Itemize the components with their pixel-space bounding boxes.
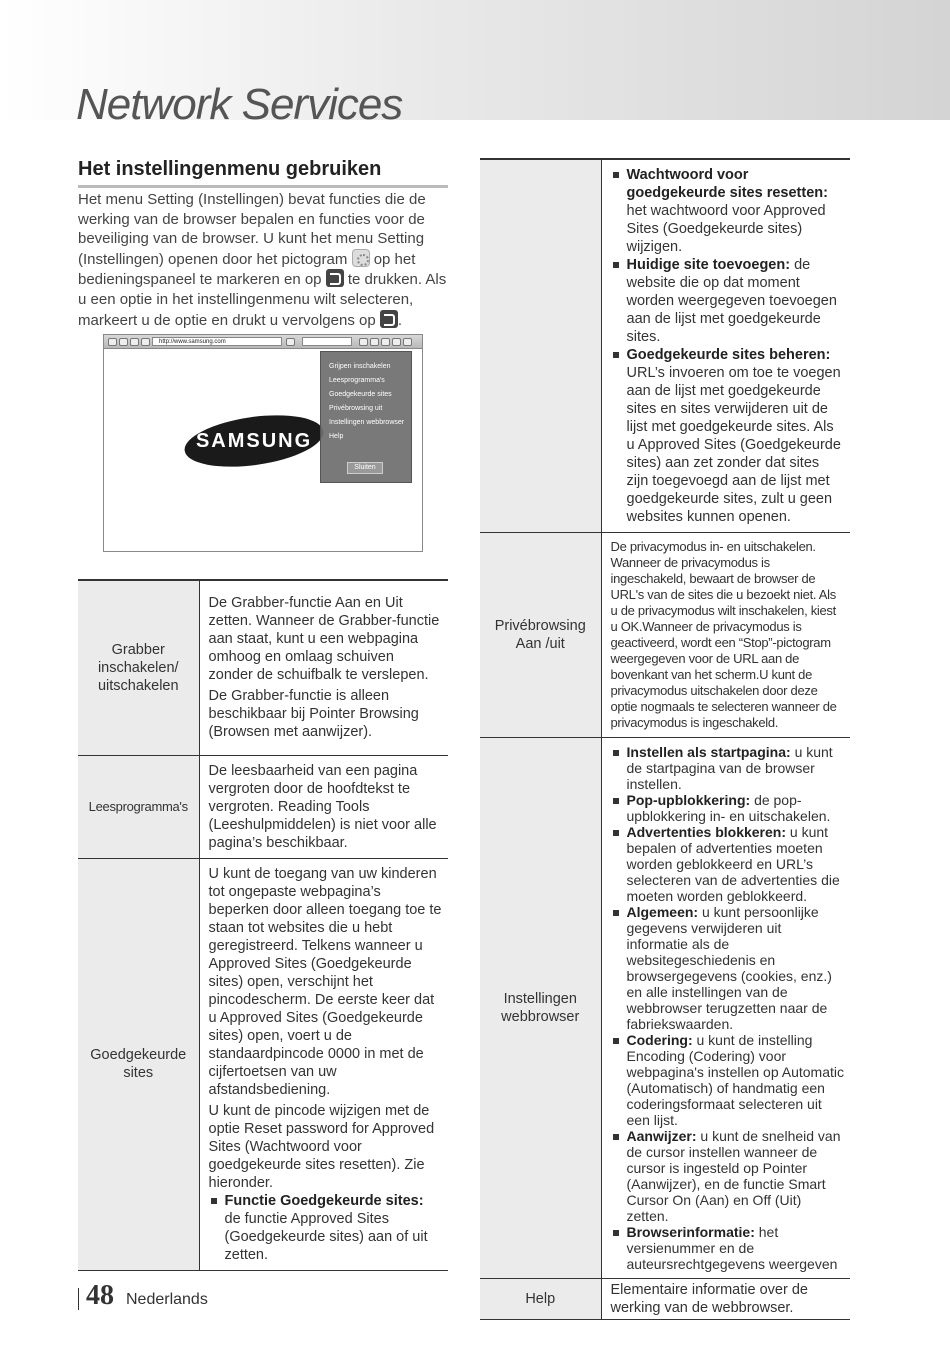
browser-screenshot [103, 334, 423, 552]
bullet-text: u kunt de instelling Encoding (Codering) voor webpagina's instellen op Automatic (Automatisch) of handmatig een coderingsformaat selecteren uit een lijst. [626, 1032, 844, 1128]
row-label: Privébrowsing Aan /uit [480, 533, 601, 738]
list-item [611, 744, 845, 792]
intro-text-4: . [397, 311, 403, 329]
refresh-icon [130, 338, 139, 346]
settings-menu [320, 351, 412, 483]
table-row [480, 1279, 850, 1320]
bullet-text: URL’s invoeren om toe te voegen aan de lijst met goedgekeurde sites en sites verwijderen uit de lijst met goedgekeurde sites. Als u Approved Sites (Goedgekeurde sites) aan zet zonder dat sites zijn toegevoegd aan de lijst met goedgekeurde sites, zult u geen websites kunnen openen. [626, 365, 841, 525]
description-text: De Grabber-functie is alleen beschikbaar bij Pointer Browsing (Browsen met aanwijzer). [208, 688, 419, 741]
row-description: De leesbaarheid van een pagina vergroten door de hoofdtekst te vergroten. Reading Tools (Leeshulpmiddelen) is niet voor alle pagina’s beschikbaar. [199, 755, 448, 858]
row-description [199, 858, 448, 1270]
bullet-list [209, 1192, 443, 1264]
settings-gear-icon [352, 249, 370, 267]
zoom-icon [359, 338, 368, 346]
bullet-title: Goedgekeurde sites beheren: [626, 347, 831, 363]
description-text: U kunt de pincode wijzigen met de optie Reset password for Approved Sites (Wachtwoord voor goedgekeurde sites resetten). Zie hieronder. [208, 1102, 435, 1191]
bullet-list [611, 744, 845, 1272]
enter-button-icon [380, 310, 398, 328]
list-item [611, 1224, 845, 1272]
search-field [302, 337, 352, 346]
bullet-text: het wachtwoord voor Approved Sites (Goedgekeurde sites) wijzigen. [626, 203, 826, 255]
page-title: Network Services [76, 80, 403, 129]
list-item [611, 792, 845, 824]
settings-icon [392, 338, 401, 346]
menu-item: Help [329, 433, 344, 440]
bullet-title: Huidige site toevoegen: [626, 257, 791, 273]
page-number: 48 [86, 1280, 114, 1311]
page-language: Nederlands [126, 1291, 208, 1308]
bullet-title: Functie Goedgekeurde sites: [224, 1192, 424, 1209]
history-icon [381, 338, 390, 346]
table-row [480, 533, 850, 738]
table-row [480, 159, 850, 533]
close-icon [403, 338, 412, 346]
bullet-title: Pop-upblokkering: [626, 792, 751, 808]
browser-toolbar [104, 335, 422, 349]
list-item [209, 1192, 443, 1264]
back-icon [108, 338, 117, 346]
intro-text-2: op het bedieningspaneel te markeren en op [78, 250, 416, 289]
intro-text-3: te drukken. Als u een optie in het instellingenmenu wilt selecteren, markeert u de optie en drukt u vervolgens op [78, 271, 447, 329]
star-icon [286, 338, 295, 346]
row-label: Instellingen webbrowser [480, 738, 601, 1279]
bullet-list [611, 166, 845, 526]
table-row [78, 755, 448, 858]
row-description [601, 159, 850, 533]
list-item [611, 1032, 845, 1128]
row-label: Leesprogramma's [78, 755, 199, 858]
footer-divider [78, 1288, 79, 1310]
row-description [601, 738, 850, 1279]
bullet-text: u kunt persoonlijke gegevens verwijderen uit informatie als de websitegeschiedenis en browsergegevens (cookies, enz.) en alle instellingen van de webbrowser terugzetten naar de fabriekswaarden. [626, 904, 832, 1032]
section-heading: Het instellingenmenu gebruiken [78, 158, 448, 188]
enter-button-icon [326, 269, 344, 287]
forward-icon [119, 338, 128, 346]
bullet-text: het versienummer en de auteursrechtgegevens weergeven [626, 1224, 838, 1272]
url-field: http://www.samsung.com [152, 337, 282, 346]
description-text: U kunt de toegang van uw kinderen tot ongepaste webpagina’s beperken door alleen toegang toe te staan tot websites die u hebt geregistreerd. Telkens wanneer u Approved Sites (Goedgekeurde sites) open, verschijnt het pincodescherm. De eerste keer dat u Approved Sites (Goedgekeurde sites) open, voert u de standaardpincode 0000 in met de cijfertoetsen van uw afstandsbediening. [208, 865, 442, 1098]
list-item [611, 1128, 845, 1224]
bullet-text: u kunt de snelheid van de cursor instellen wanneer de cursor is ingesteld op Pointer (Aanwijzer), en de functie Smart Cursor On (Aan) en Off (Uit) zetten. [626, 1128, 841, 1224]
description-text: De Grabber-functie Aan en Uit zetten. Wanneer de Grabber-functie aan staat, kunt u een webpagina omhoog en omlaag schuiven zonder de schuifbalk te verslepen. [208, 595, 440, 684]
bullet-title: Instellen als startpagina: [626, 744, 791, 760]
menu-item: Leesprogramma's [329, 377, 385, 384]
row-label: Help [480, 1279, 601, 1320]
bullet-title: Aanwijzer: [626, 1128, 697, 1144]
intro-text-1: Het menu Setting (Instellingen) bevat functies die de werking van de browser bepalen en functies voor de beveiliging van de browser. U kunt het menu Setting (Instellingen) openen door het pictogram [78, 191, 426, 268]
list-item [611, 256, 845, 346]
table-row [78, 580, 448, 755]
intro-paragraph [78, 190, 448, 330]
list-item [611, 166, 845, 256]
close-button: Sluiten [347, 462, 383, 474]
settings-table-right [480, 158, 850, 1320]
bullet-text: de pop-upblokkering in- en uitschakelen. [626, 792, 831, 824]
samsung-logo-text: SAMSUNG [195, 429, 313, 452]
row-description: De privacymodus in- en uitschakelen. Wanneer de privacymodus is ingeschakeld, bewaart de browser de URL's van de sites die u bezoekt niet. Als u de privacymodus wilt inschakelen, kiest u OK.Wanneer de privacymodus is geactiveerd, wordt een “Stop”-pictogram weergegeven voor de URL aan de bovenkant van het scherm.U kunt de privacymodus uitschakelen door deze optie nogmaals te selecteren wanneer de privacymodus is ingeschakeld. [601, 533, 850, 738]
list-item [611, 824, 845, 904]
menu-item: Privébrowsing uit [329, 405, 383, 412]
bullet-text: de website die op dat moment worden weergegeven toevoegen aan de lijst met goedgekeurde sites. [626, 257, 837, 345]
bullet-text: de functie Approved Sites (Goedgekeurde sites) aan of uit zetten. [224, 1210, 428, 1263]
bullet-text: u kunt bepalen of advertenties moeten worden geblokkeerd en URL’s selecteren van de advertenties die moeten worden geblokkeerd. [626, 824, 840, 904]
list-item [611, 904, 845, 1032]
bullet-title: Wachtwoord voor goedgekeurde sites resetten: [626, 167, 828, 201]
bullet-title: Codering: [626, 1032, 693, 1048]
settings-table-left [78, 579, 448, 1271]
row-description [199, 580, 448, 755]
menu-item: Goedgekeurde sites [329, 391, 392, 398]
menu-item: Grijpen inschakelen [329, 363, 391, 370]
home-icon [141, 338, 150, 346]
bullet-title: Browserinformatie: [626, 1224, 755, 1240]
menu-item: Instellingen webbrowser [329, 419, 405, 426]
row-description: Elementaire informatie over de werking van de webbrowser. [601, 1279, 850, 1320]
row-label: Grabber inschakelen/ uitschakelen [78, 580, 199, 755]
row-label-continued [480, 159, 601, 533]
row-label: Goedgekeurde sites [78, 858, 199, 1270]
bullet-text: u kunt de startpagina van de browser instellen. [626, 744, 833, 792]
table-row [480, 738, 850, 1279]
samsung-logo [181, 407, 326, 474]
list-item [611, 346, 845, 526]
bookmark-icon [370, 338, 379, 346]
bullet-title: Advertenties blokkeren: [626, 824, 786, 840]
table-row [78, 858, 448, 1270]
bullet-title: Algemeen: [626, 904, 699, 920]
